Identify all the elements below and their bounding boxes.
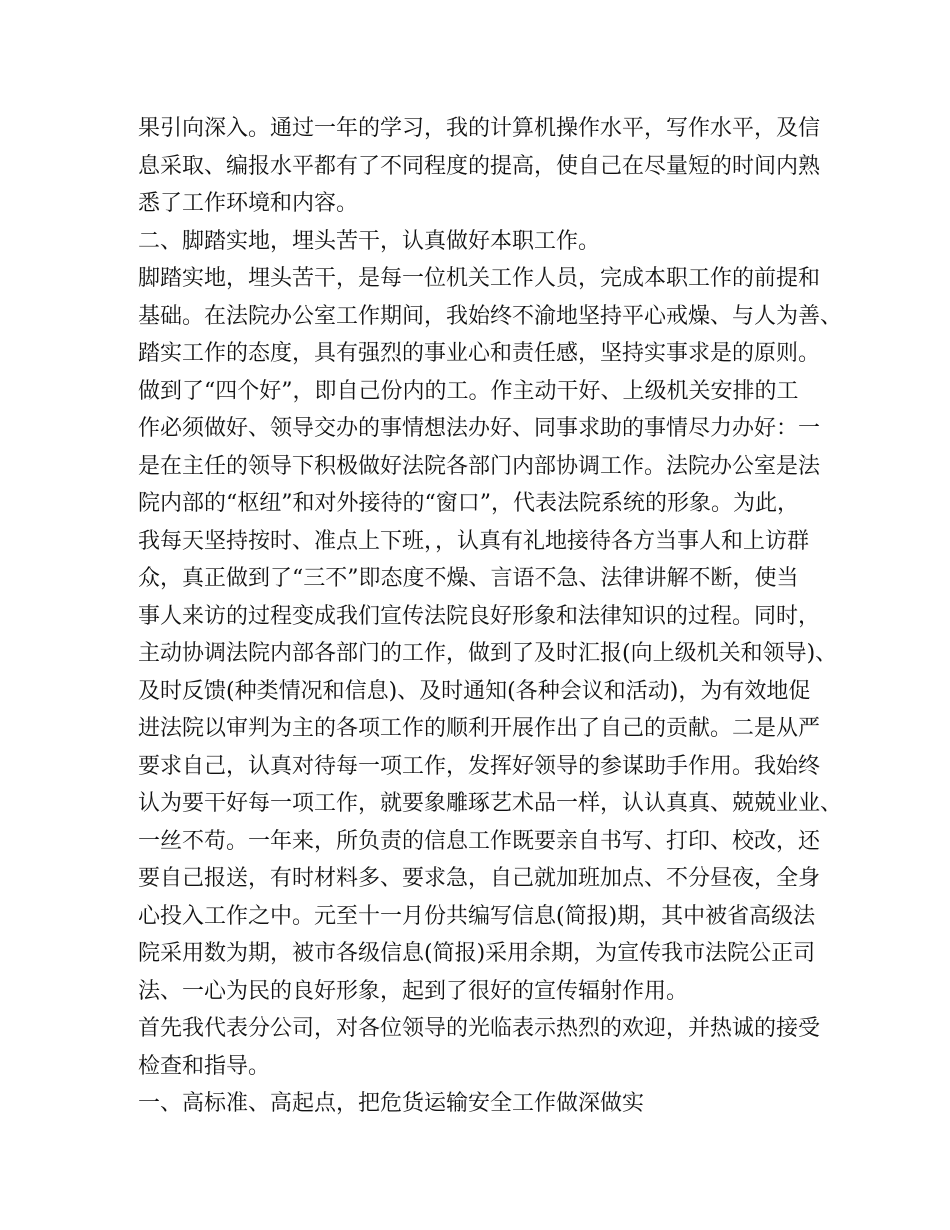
- text-line: 作必须做好、领导交办的事情想法办好、同事求助的事情尽力办好：一: [138, 416, 821, 441]
- text-line: 首先我代表分公司，对各位领导的光临表示热烈的欢迎，并热诚的接受: [138, 1016, 821, 1041]
- text-line: 是在主任的领导下积极做好法院各部门内部协调工作。法院办公室是法: [138, 453, 821, 479]
- text-line: 事人来访的过程变成我们宣传法院良好形象和法律知识的过程。同时，: [138, 603, 821, 629]
- text-line: 院采用数为期，被市各级信息(简报)采用余期，为宣传我市法院公正司: [138, 941, 816, 966]
- text-line: 主动协调法院内部各部门的工作，做到了及时汇报(向上级机关和领导)、: [138, 641, 838, 666]
- text-line: 院内部的“枢纽”和对外接待的“窗口”，代表法院系统的形象。为此，: [138, 491, 799, 516]
- text-line: 基础。在法院办公室工作期间，我始终不渝地坚持平心戒燥、与人为善、: [138, 303, 843, 329]
- text-line: 做到了“四个好”，即自己份内的工。作主动干好、上级机关安排的工: [138, 378, 799, 404]
- text-line: 悉了工作环境和内容。: [138, 191, 359, 216]
- text-line: 法、一心为民的良好形象，起到了很好的宣传辐射作用。: [138, 978, 689, 1004]
- document-body: [138, 110, 843, 1123]
- text-line: 一丝不苟。一年来，所负责的信息工作既要亲自书写、打印、校改，还: [138, 828, 821, 854]
- text-line: 众，真正做到了“三不”即态度不燥、言语不急、法律讲解不断，使当: [138, 566, 799, 591]
- section-heading: 一、高标准、高起点，把危货运输安全工作做深做实: [138, 1091, 645, 1116]
- text-line: 踏实工作的态度，具有强烈的事业心和责任感，坚持实事求是的原则。: [138, 341, 821, 366]
- text-line: 及时反馈(种类情况和信息)、及时通知(各种会议和活动)，为有效地促: [138, 678, 811, 704]
- text-line: 我每天坚持按时、准点上下班，，认真有礼地接待各方当事人和上访群: [138, 528, 810, 554]
- text-line: 果引向深入。通过一年的学习，我的计算机操作水平，写作水平，及信: [138, 116, 821, 141]
- section-heading: 二、脚踏实地，埋头苦干，认真做好本职工作。: [138, 228, 601, 254]
- text-line: 要求自己，认真对待每一项工作，发挥好领导的参谋助手作用。我始终: [138, 753, 821, 779]
- text-line: 认为要干好每一项工作，就要象雕琢艺术品一样，认认真真、兢兢业业、: [138, 791, 843, 816]
- text-line: 息采取、编报水平都有了不同程度的提高，使自己在尽量短的时间内熟: [138, 153, 821, 179]
- text-line: 检查和指导。: [138, 1053, 271, 1079]
- text-line: 要自己报送，有时材料多、要求急，自己就加班加点、不分昼夜，全身: [138, 866, 821, 891]
- text-line: 心投入工作之中。元至十一月份共编写信息(简报)期，其中被省高级法: [138, 903, 816, 929]
- text-line: 进法院以审判为主的各项工作的顺利开展作出了自己的贡献。二是从严: [138, 716, 821, 741]
- text-line: 脚踏实地，埋头苦干，是每一位机关工作人员，完成本职工作的前提和: [138, 266, 821, 291]
